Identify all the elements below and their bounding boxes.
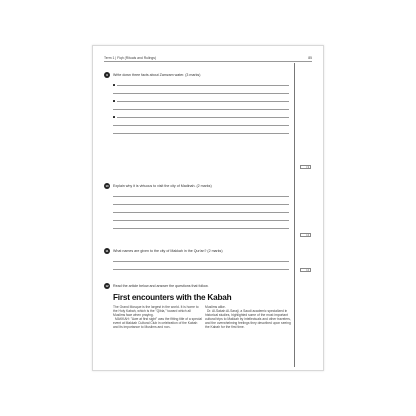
marks-box[interactable] (300, 233, 311, 237)
marks-label: / 2 (306, 233, 309, 237)
running-head (104, 56, 312, 60)
article-paragraph: Dr. Al-Sakah Al-Saraji, a Saudi academic specialized in historical studies, highlighted some of the most important cultural trips to Makkah by intellectuals and other travelers, and the overwhelming feelings they described upon seeing the Kabah for the first time. (205, 309, 291, 330)
answer-line[interactable] (113, 212, 289, 213)
article-column-2 (205, 305, 294, 330)
answer-line[interactable] (113, 261, 289, 262)
answer-line[interactable] (113, 220, 289, 221)
answer-line[interactable] (113, 133, 289, 134)
question-prompt: Explain why it is virtuous to visit the city of Madinah. (2 marks) (113, 184, 212, 188)
question-prompt: Write down three facts about Zamzam water. (3 marks) (113, 73, 201, 77)
answer-line[interactable] (113, 93, 289, 94)
question-prompt: Read the article below and answer the questions that follow. (113, 284, 209, 288)
question-10 (105, 184, 291, 188)
page-number: 85 (308, 56, 312, 60)
answer-line[interactable] (113, 196, 289, 197)
workbook-page (92, 45, 324, 371)
bullet-icon (113, 84, 115, 86)
question-number-badge: 12 (105, 284, 109, 288)
article-paragraph: The Grand Mosque is the largest in the world. It is home to the Holy Kabah, which is the "Qibla," toward which all Muslims face when praying. (113, 305, 199, 318)
answer-line[interactable] (113, 204, 289, 205)
answer-line[interactable] (113, 228, 289, 229)
header-rule (104, 61, 312, 62)
article-column-1 (113, 305, 202, 330)
answer-line[interactable] (113, 109, 289, 110)
answer-line[interactable] (113, 125, 289, 126)
question-9 (106, 73, 291, 77)
bullet-icon (113, 100, 115, 102)
article-paragraph: Muslims alike. (205, 305, 226, 309)
answer-line[interactable] (117, 85, 289, 86)
bullet-icon (113, 116, 115, 118)
question-number-badge: 9 (104, 72, 110, 78)
answer-line[interactable] (113, 269, 289, 270)
marks-label: / 3 (306, 165, 309, 169)
running-head-title: Term 1 | Fiqh (Rituals and Rulings) (104, 56, 157, 60)
question-prompt: What names are given to the city of Makkah in the Qur'an? (2 marks) (113, 249, 223, 253)
marks-box[interactable] (300, 165, 311, 169)
question-number-badge: 11 (105, 249, 109, 253)
answer-line[interactable] (117, 117, 289, 118)
article-title: First encounters with the Kabah (113, 293, 232, 302)
question-11 (105, 249, 291, 253)
answer-line[interactable] (117, 101, 289, 102)
question-number-badge: 10 (105, 184, 109, 188)
article-paragraph: MAKKAH: "Awe at first sight" was the fitting title of a special event at Makkah Cultural Club in celebration of the Kabah and its importance to Muslims and non- (113, 317, 202, 330)
margin-rule (294, 63, 295, 367)
marks-box[interactable] (300, 268, 311, 272)
marks-label: / 2 (306, 268, 309, 272)
question-12 (105, 284, 291, 288)
